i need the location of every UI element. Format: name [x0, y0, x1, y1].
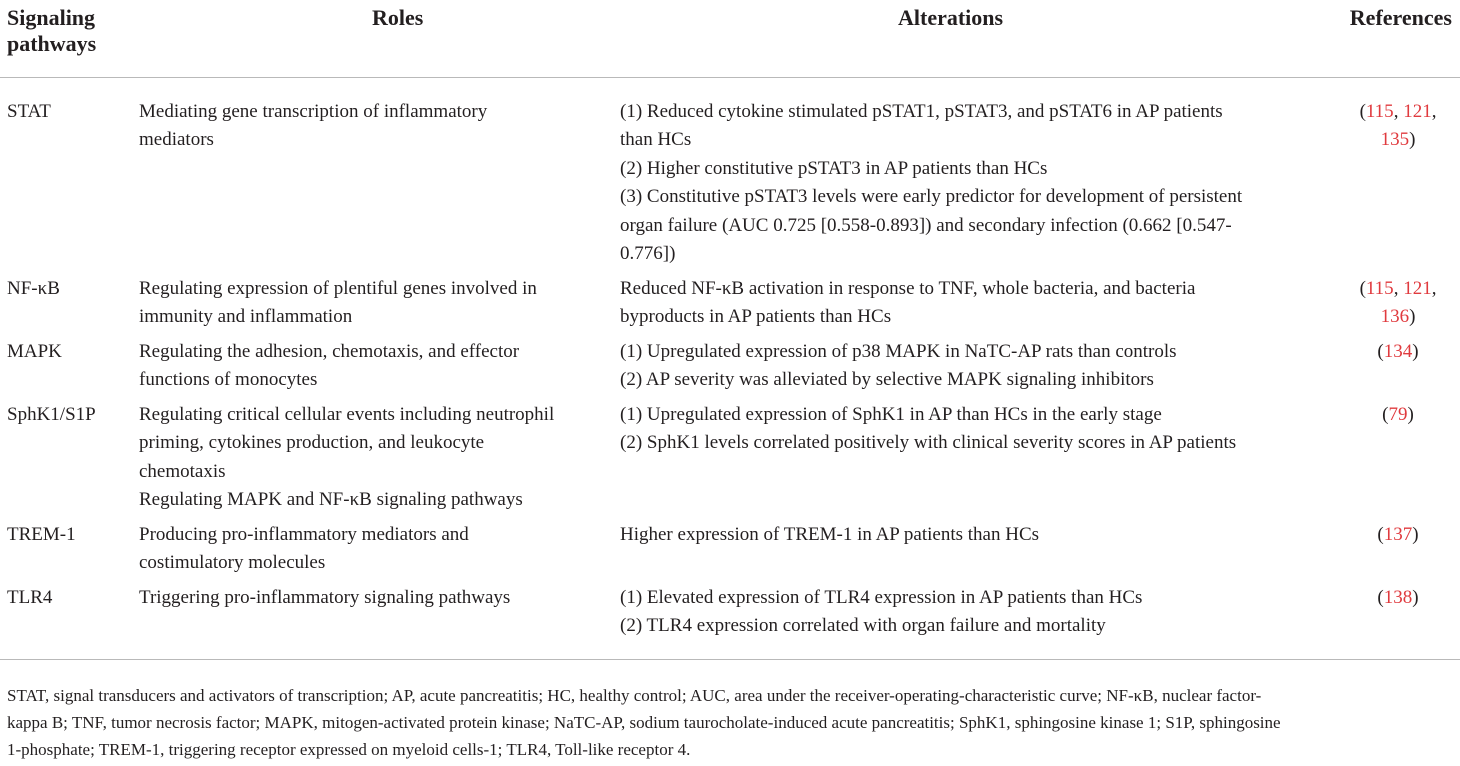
- roles-cell: [132, 578, 612, 660]
- roles-line: mediators: [139, 129, 214, 150]
- table-row: [0, 395, 1460, 515]
- alterations-line: Reduced NF-κB activation in response to TNF, whole bacteria, and bacteria: [620, 277, 1196, 299]
- reference-link[interactable]: 134: [1383, 340, 1413, 362]
- footnote-line: kappa B; TNF, tumor necrosis factor; MAPK, mitogen-activated protein kinase; NaTC-AP, sodium taurocholate-induced acute pancreatitis; SphK1, sphingosine kinase 1; S1P, sphingosine: [7, 713, 1281, 732]
- roles-line: Regulating expression of plentiful genes involved in: [139, 277, 537, 299]
- table-row: [0, 332, 1460, 395]
- roles-line: chemotaxis: [139, 460, 226, 482]
- roles-line: Triggering pro-inflammatory signaling pathways: [139, 586, 511, 608]
- pathway-cell: NF-κB: [7, 277, 60, 299]
- reference-link[interactable]: 136: [1380, 306, 1410, 327]
- alterations-line: than HCs: [620, 129, 692, 150]
- references-cell: (115, 121, 136): [1359, 277, 1437, 327]
- footnote-line: 1-phosphate; TREM-1, triggering receptor expressed on myeloid cells-1; TLR4, Toll-like receptor 4.: [7, 740, 691, 759]
- header-alterations: Alterations: [612, 0, 1330, 77]
- pathway-cell: TREM-1: [7, 523, 76, 545]
- references-cell: (79): [1382, 403, 1414, 425]
- reference-link[interactable]: 115: [1365, 100, 1394, 122]
- references-cell: (134): [1377, 340, 1419, 362]
- reference-link[interactable]: 121: [1403, 100, 1432, 122]
- roles-line: costimulatory molecules: [139, 552, 326, 573]
- header-roles: Roles: [132, 0, 612, 77]
- references-cell: (138): [1377, 586, 1419, 608]
- table-row: [0, 578, 1460, 660]
- alterations-line: (1) Upregulated expression of p38 MAPK in NaTC-AP rats than controls: [620, 340, 1177, 362]
- alterations-cell: [612, 269, 1330, 332]
- table-row: [0, 77, 1460, 269]
- roles-line: immunity and inflammation: [139, 306, 353, 327]
- alterations-cell: [612, 332, 1330, 395]
- reference-link[interactable]: 121: [1403, 277, 1432, 299]
- roles-line: Regulating the adhesion, chemotaxis, and effector: [139, 340, 520, 362]
- pathway-cell: SphK1/S1P: [7, 403, 96, 425]
- alterations-line: (2) SphK1 levels correlated positively with clinical severity scores in AP patients: [620, 432, 1237, 453]
- header-pathways-line: Signaling: [7, 5, 96, 30]
- alterations-cell: [612, 77, 1330, 269]
- pathway-cell: STAT: [7, 100, 51, 122]
- table-row: [0, 269, 1460, 332]
- reference-link[interactable]: 115: [1365, 277, 1394, 299]
- roles-line: Regulating critical cellular events including neutrophil: [139, 403, 555, 425]
- references-cell: (137): [1377, 523, 1419, 545]
- header-pathways-line: pathways: [7, 31, 97, 56]
- alterations-line: (3) Constitutive pSTAT3 levels were early predictor for development of persistent: [620, 186, 1243, 207]
- roles-cell: [132, 77, 612, 269]
- alterations-line: (2) TLR4 expression correlated with organ failure and mortality: [620, 615, 1106, 636]
- footnote-line: STAT, signal transducers and activators of transcription; AP, acute pancreatitis; HC, healthy control; AUC, area under the receiver-operating-characteristic curve; NF-κB, nuclear factor-: [7, 686, 1262, 705]
- alterations-line: (1) Elevated expression of TLR4 expression in AP patients than HCs: [620, 586, 1143, 608]
- roles-line: priming, cytokines production, and leukocyte: [139, 432, 485, 453]
- roles-line: Regulating MAPK and NF-κB signaling pathways: [139, 489, 523, 510]
- table-footnote: [7, 682, 1453, 763]
- roles-cell: [132, 332, 612, 395]
- reference-link[interactable]: 79: [1388, 403, 1408, 425]
- roles-line: Mediating gene transcription of inflammatory: [139, 100, 488, 122]
- roles-cell: [132, 395, 612, 515]
- alterations-line: byproducts in AP patients than HCs: [620, 306, 892, 327]
- reference-link[interactable]: 135: [1380, 129, 1410, 150]
- alterations-cell: [612, 395, 1330, 515]
- alterations-cell: [612, 515, 1330, 578]
- roles-line: functions of monocytes: [139, 369, 318, 390]
- roles-line: Producing pro-inflammatory mediators and: [139, 523, 469, 545]
- alterations-line: (2) AP severity was alleviated by selective MAPK signaling inhibitors: [620, 369, 1154, 390]
- alterations-line: (2) Higher constitutive pSTAT3 in AP patients than HCs: [620, 157, 1048, 179]
- table-header-row: [0, 0, 1460, 77]
- roles-cell: [132, 269, 612, 332]
- alterations-line: 0.776]): [620, 243, 676, 264]
- header-references: References: [1330, 0, 1460, 77]
- alterations-line: organ failure (AUC 0.725 [0.558-0.893]) and secondary infection (0.662 [0.547-: [620, 214, 1232, 236]
- reference-link[interactable]: 137: [1383, 523, 1413, 545]
- alterations-line: (1) Upregulated expression of SphK1 in AP than HCs in the early stage: [620, 403, 1162, 425]
- references-cell: (115, 121, 135): [1359, 100, 1437, 150]
- alterations-line: Higher expression of TREM-1 in AP patients than HCs: [620, 523, 1040, 545]
- reference-link[interactable]: 138: [1383, 586, 1413, 608]
- alterations-cell: [612, 578, 1330, 660]
- table-row: [0, 515, 1460, 578]
- alterations-line: (1) Reduced cytokine stimulated pSTAT1, pSTAT3, and pSTAT6 in AP patients: [620, 100, 1223, 122]
- header-signaling-pathways: [0, 0, 132, 77]
- pathway-cell: TLR4: [7, 586, 53, 608]
- roles-cell: [132, 515, 612, 578]
- pathway-cell: MAPK: [7, 340, 62, 362]
